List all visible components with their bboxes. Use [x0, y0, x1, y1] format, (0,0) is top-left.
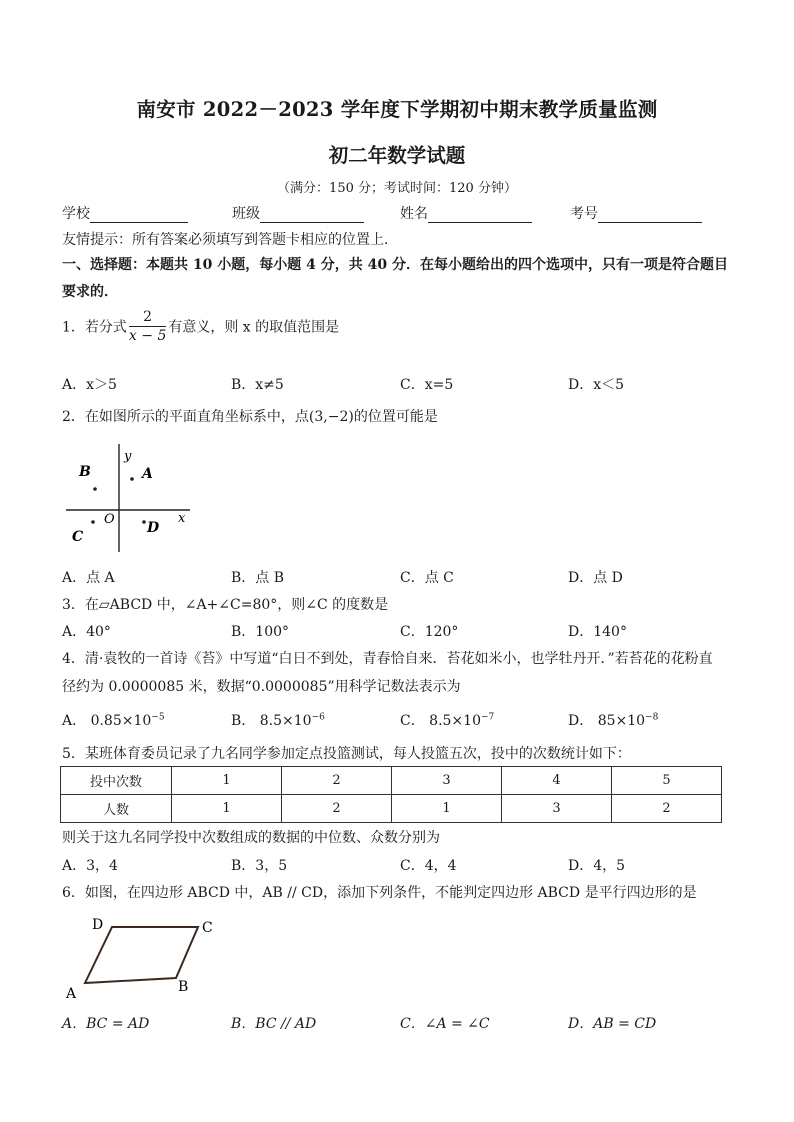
- table-row: [61, 795, 722, 823]
- question-4-line-2: 径约为 0.0000085 米，数据“0.0000085”用科学记数法表示为: [62, 679, 461, 695]
- table-cell: 人数: [61, 795, 172, 823]
- point-b-dot: [93, 487, 97, 491]
- question-4-line-1: 4．清·袁牧的一首诗《苔》中写道“白日不到处，青春恰自来．苔花如米小，也学牡丹开．”若苔花的花粉直: [62, 651, 713, 667]
- q2-option-b[interactable]: B．点 B: [231, 570, 285, 586]
- q1-fraction-numerator: 2: [129, 308, 166, 327]
- origin-label: O: [104, 512, 115, 527]
- table-row: [61, 767, 722, 795]
- vertex-a-label: A: [66, 986, 77, 1002]
- point-d-label: D: [147, 520, 160, 536]
- point-a-dot: [130, 477, 134, 481]
- q3-option-a[interactable]: A．40°: [62, 624, 111, 640]
- q1-option-c[interactable]: C．x=5: [400, 377, 454, 393]
- x-axis-label: x: [178, 511, 186, 526]
- question-5: 5．某班体育委员记录了九名同学参加定点投篮测试，每人投篮五次，投中的次数统计如下：: [62, 746, 631, 762]
- question-5-followup: 则关于这九名同学投中次数组成的数据的中位数、众数分别为: [62, 830, 440, 846]
- table-cell: 投中次数: [61, 767, 172, 795]
- point-d-dot: [142, 520, 146, 524]
- exam-meta: （满分：150 分；考试时间：120 分钟）: [277, 181, 517, 196]
- q1-option-d[interactable]: D．x＜5: [568, 377, 625, 393]
- vertex-b-label: B: [178, 979, 189, 995]
- q6-option-c[interactable]: C．∠A = ∠C: [400, 1016, 490, 1032]
- q6-option-d[interactable]: D．AB = CD: [568, 1016, 657, 1032]
- q1-option-a[interactable]: A．x＞5: [62, 377, 117, 393]
- q1-prefix: 1．若分式: [62, 319, 127, 336]
- q3-option-b[interactable]: B．100°: [231, 624, 290, 640]
- table-cell: 2: [282, 795, 392, 823]
- q4-option-d[interactable]: D． $85\times 10^{-8}$: [568, 712, 659, 729]
- point-a-label: A: [142, 466, 153, 482]
- q4-option-b[interactable]: B． $8.5\times 10^{-6}$: [231, 712, 325, 729]
- vertex-d-label: D: [92, 917, 104, 933]
- quadrilateral-shape: [85, 927, 198, 983]
- q3-option-c[interactable]: C．120°: [400, 624, 459, 640]
- vertex-c-label: C: [202, 920, 213, 936]
- q2-option-a[interactable]: A．点 A: [62, 570, 115, 586]
- tip-text: 友情提示：所有答案必须填写到答题卡相应的位置上．: [62, 232, 398, 248]
- q1-fraction: [129, 308, 166, 345]
- table-cell: 2: [612, 795, 722, 823]
- q5-option-c[interactable]: C．4，4: [400, 858, 457, 874]
- q5-option-b[interactable]: B．3，5: [231, 858, 288, 874]
- field-school[interactable]: 学校: [62, 203, 188, 223]
- q1-option-b[interactable]: B．x≠5: [231, 377, 284, 393]
- table-cell: 5: [612, 767, 722, 795]
- q2-coordinate-figure: [62, 440, 202, 558]
- q6-option-a[interactable]: A．BC = AD: [62, 1016, 150, 1032]
- point-b-label: B: [79, 464, 91, 480]
- q2-option-c[interactable]: C．点 C: [400, 570, 454, 586]
- q2-option-d[interactable]: D．点 D: [568, 570, 623, 586]
- question-6: 6．如图，在四边形 ABCD 中，AB // CD，添加下列条件，不能判定四边形 ABCD 是平行四边形的是: [62, 885, 697, 901]
- point-c-dot: [91, 520, 95, 524]
- table-cell: 2: [282, 767, 392, 795]
- field-name[interactable]: 姓名: [400, 203, 532, 223]
- q3-option-d[interactable]: D．140°: [568, 624, 627, 640]
- table-cell: 1: [172, 767, 282, 795]
- table-cell: 1: [172, 795, 282, 823]
- q1-fraction-denominator: x − 5: [128, 328, 167, 344]
- table-cell: 4: [502, 767, 612, 795]
- question-1: [62, 308, 339, 345]
- table-cell: 1: [392, 795, 502, 823]
- point-c-label: C: [72, 529, 84, 545]
- q1-suffix: 有意义，则 x 的取值范围是: [168, 319, 340, 336]
- table-cell: 3: [392, 767, 502, 795]
- question-2: 2．在如图所示的平面直角坐标系中，点(3,−2)的位置可能是: [62, 409, 438, 425]
- q4-option-c[interactable]: C． $8.5\times 10^{-7}$: [400, 712, 495, 729]
- exam-subtitle: 初二年数学试题: [328, 144, 466, 167]
- exam-title: 南安市 2022－2023 学年度下学期初中期末教学质量监测: [136, 98, 658, 121]
- q6-option-b[interactable]: B．BC // AD: [231, 1016, 317, 1032]
- question-3: 3．在▱ABCD 中，∠A+∠C=80°，则∠C 的度数是: [62, 597, 389, 613]
- q4-option-a[interactable]: A． $0.85\times 10^{-5}$: [62, 712, 165, 729]
- q5-option-d[interactable]: D．4，5: [568, 858, 626, 874]
- section-heading: 一、选择题：本题共 10 小题，每小题 4 分，共 40 分．在每小题给出的四个选项中，只有一项是符合题目要求的．: [62, 257, 728, 300]
- table-cell: 3: [502, 795, 612, 823]
- field-exam-number[interactable]: 考号: [570, 203, 702, 223]
- q5-option-a[interactable]: A．3，4: [62, 858, 118, 874]
- q5-data-table: [60, 766, 722, 823]
- y-axis-label: y: [124, 449, 132, 464]
- field-class[interactable]: 班级: [232, 203, 364, 223]
- q6-quadrilateral-figure: [62, 910, 232, 1005]
